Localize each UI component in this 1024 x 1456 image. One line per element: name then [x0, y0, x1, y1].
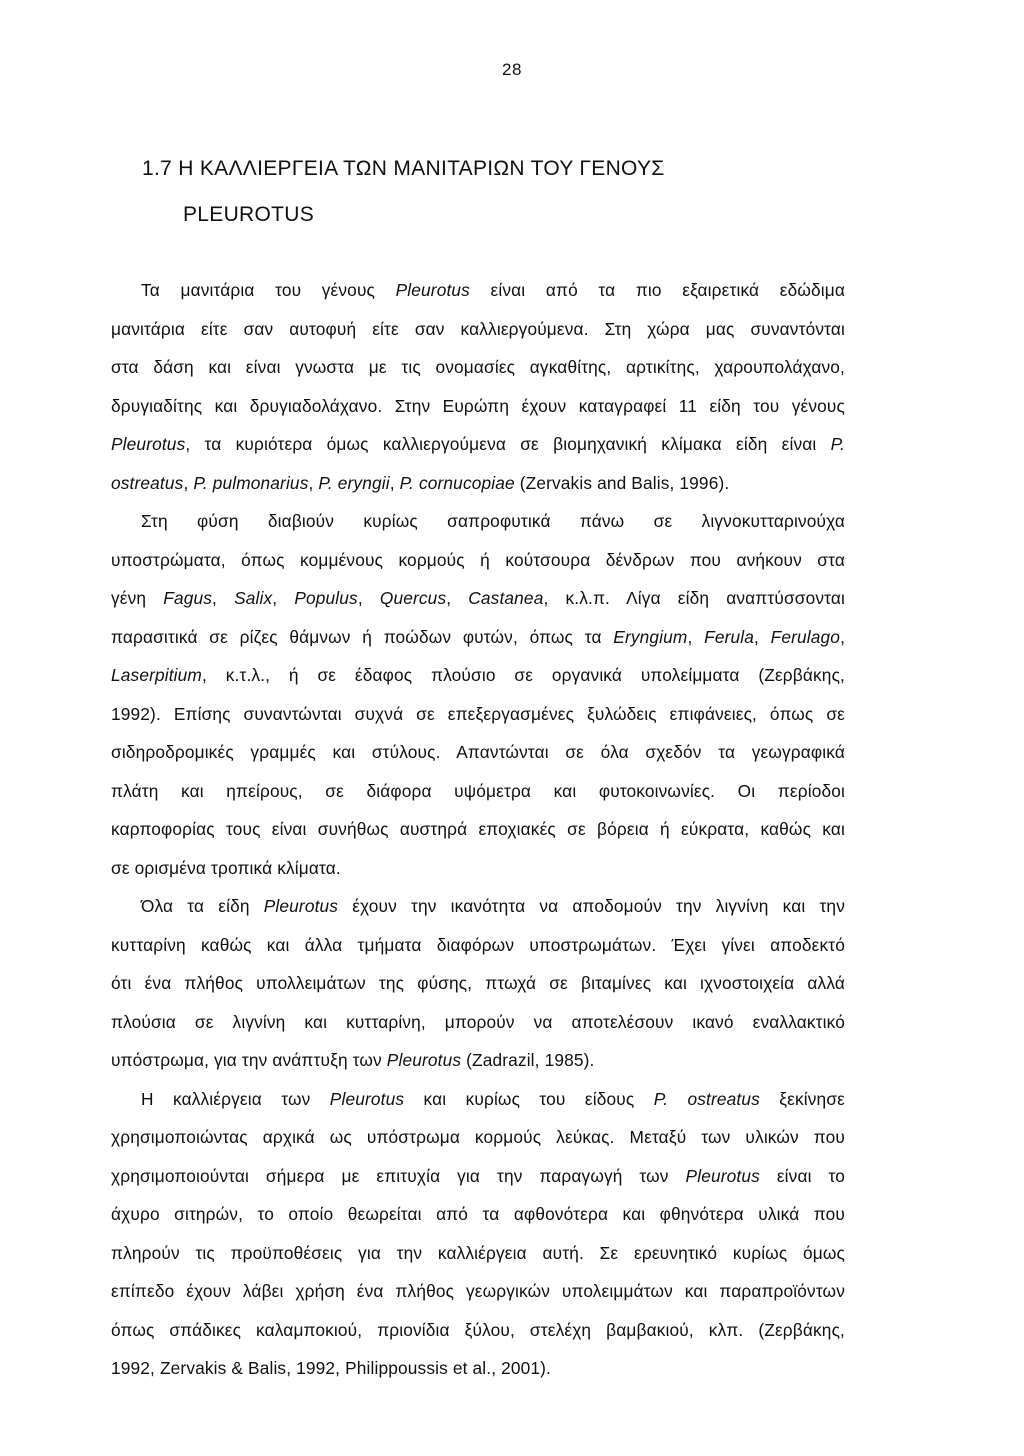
body-text-line: άχυρο σιτηρών, το οποίο θεωρείται από τα αφθονότερα και φθηνότερα υλικά που [111, 1204, 845, 1224]
body-text-line: 1992, Zervakis & Balis, 1992, Philippoussis et al., 2001). [111, 1358, 552, 1378]
section-heading-line-2: PLEUROTUS [183, 203, 315, 226]
body-text-line: Τα μανιτάρια του γένους Pleurotus είναι από τα πιο εξαιρετικά εδώδιμα [141, 280, 846, 300]
body-text-line: όπως σπάδικες καλαμποκιού, πριονίδια ξύλου, στελέχη βαμβακιού, κλπ. (Ζερβάκης, [111, 1320, 845, 1340]
body-text-line: κυτταρίνη καθώς και άλλα τμήματα διαφόρων υποστρωμάτων. Έχει γίνει αποδεκτό [111, 935, 845, 955]
section-heading [142, 158, 665, 225]
body-text-line: πληρούν τις προϋποθέσεις για την καλλιέργεια αυτή. Σε ερευνητικό κυρίως όμως [111, 1243, 845, 1263]
body-text-line: Laserpitium, κ.τ.λ., ή σε έδαφος πλούσιο σε οργανικά υπολείμματα (Ζερβάκης, [111, 665, 845, 685]
body-text-line: δρυγιαδίτης και δρυγιαδολάχανο. Στην Ευρώπη έχουν καταγραφεί 11 είδη του γένους [111, 396, 845, 416]
section-heading-line-1: 1.7 Η ΚΑΛΛΙΕΡΓΕΙΑ ΤΩΝ ΜΑΝΙΤΑΡΙΩΝ ΤΟΥ ΓΕΝΟΥΣ [142, 157, 665, 180]
body-text-line: υπόστρωμα, για την ανάπτυξη των Pleurotus (Zadrazil, 1985). [111, 1050, 595, 1070]
page-number: 28 [502, 60, 522, 79]
body-text-line: καρποφορίας τους είναι συνήθως αυστηρά εποχιακές σε βόρεια ή εύκρατα, καθώς και [111, 819, 845, 839]
body-text-line: πλούσια σε λιγνίνη και κυτταρίνη, μπορούν να αποτελέσουν ικανό εναλλακτικό [111, 1012, 845, 1032]
body-text-line: πλάτη και ηπείρους, σε διάφορα υψόμετρα και φυτοκοινωνίες. Οι περίοδοι [111, 781, 845, 801]
body-text-line: Στη φύση διαβιούν κυρίως σαπροφυτικά πάνω σε λιγνοκυτταρινούχα [141, 511, 845, 531]
body-text-line: χρησιμοποιώντας αρχικά ως υπόστρωμα κορμούς λεύκας. Μεταξύ των υλικών που [111, 1127, 845, 1147]
body-text-line: υποστρώματα, όπως κομμένους κορμούς ή κούτσουρα δένδρων που ανήκουν στα [111, 550, 845, 570]
body-text-line: Όλα τα είδη Pleurotus έχουν την ικανότητα να αποδομούν την λιγνίνη και την [141, 896, 845, 916]
body-text-line: παρασιτικά σε ρίζες θάμνων ή ποώδων φυτών, όπως τα Eryngium, Ferula, Ferulago, [111, 627, 846, 647]
body-text-line: γένη Fagus, Salix, Populus, Quercus, Castanea, κ.λ.π. Λίγα είδη αναπτύσσονται [111, 588, 846, 608]
body-text-line: ostreatus, P. pulmonarius, P. eryngii, P. cornucopiae (Zervakis and Balis, 1996). [111, 473, 730, 493]
body-text-line: ότι ένα πλήθος υπολλειμάτων της φύσης, πτωχά σε βιταμίνες και ιχνοστοιχεία αλλά [111, 973, 845, 993]
body-text-line: σιδηροδρομικές γραμμές και στύλους. Απαντώνται σε όλα σχεδόν τα γεωγραφικά [111, 742, 845, 762]
body-text-line: Pleurotus, τα κυριότερα όμως καλλιεργούμενα σε βιομηχανική κλίμακα είδη είναι P. [111, 434, 845, 454]
body-text-line: μανιτάρια είτε σαν αυτοφυή είτε σαν καλλιεργούμενα. Στη χώρα μας συναντόνται [111, 319, 845, 339]
body-text-line: 1992). Επίσης συναντώνται συχνά σε επεξεργασμένες ξυλώδεις επιφάνειες, όπως σε [111, 704, 845, 724]
body-text-line: επίπεδο έχουν λάβει χρήση ένα πλήθος γεωργικών υπολειμμάτων και παραπροϊόντων [111, 1281, 845, 1301]
body-text-line: σε ορισμένα τροπικά κλίματα. [111, 858, 341, 878]
body-text-line: Η καλλιέργεια των Pleurotus και κυρίως του είδους P. ostreatus ξεκίνησε [141, 1089, 845, 1109]
body-text-line: χρησιμοποιούνται σήμερα με επιτυχία για την παραγωγή των Pleurotus είναι το [111, 1166, 845, 1186]
body-text-line: στα δάση και είναι γνωστα με τις ονομασίες αγκαθίτης, αρτικίτης, χαρουπολάχανο, [111, 357, 845, 377]
